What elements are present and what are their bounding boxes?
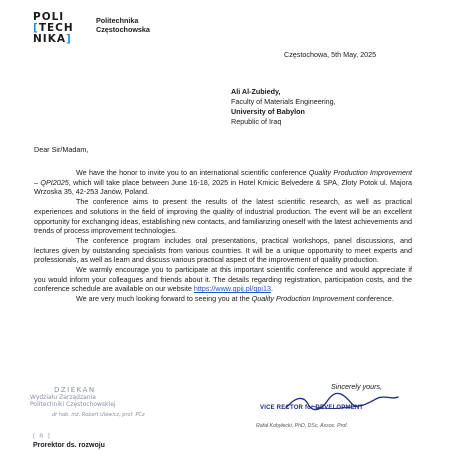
paragraph-5-text-a: We are very much looking forward to seeing you at the	[76, 294, 252, 304]
conference-name: Quality Production Improvement – QPI2025	[34, 168, 412, 187]
paragraph-4	[34, 265, 412, 294]
addressee-block	[231, 87, 336, 127]
rector-stamp-mark: [ R ]	[33, 433, 51, 440]
logo-line-2-text: TECH	[38, 22, 74, 34]
logo-line-3-text: NIKA	[33, 33, 66, 45]
dean-stamp-line-2: Politechniki Częstochowskiej	[30, 401, 116, 408]
letter-body	[34, 168, 412, 304]
salutation: Dear Sir/Madam,	[34, 145, 89, 154]
paragraph-4-text-b: .	[270, 284, 273, 294]
addressee-faculty: Faculty of Materials Engineering,	[231, 97, 336, 106]
logo-bracket-open: [	[33, 22, 39, 34]
logo-bracket-close: ]	[65, 33, 72, 45]
closing: Sincerely yours,	[331, 382, 383, 391]
paragraph-4-text-a: We warmly encourage you to participate at this important scientific conference and would appreciate if you would inform your colleagues and friends about it. The details regarding registration, participation costs, and the conference schedule are available on our website	[34, 265, 412, 294]
paragraph-1-text-a: We have the honor to invite you to an international scientific conference	[76, 168, 309, 177]
signatory-title: VICE RECTOR for DEVELOPMENT	[260, 405, 364, 411]
dean-stamp-line-3: dr hab. inż. Robert Ulewicz, prof. PCz	[52, 412, 145, 418]
addressee-university: University of Babylon	[231, 107, 305, 116]
addressee-name: Ali Al-Zubiedy,	[231, 87, 281, 96]
dean-stamp-title: DZIEKAN	[54, 386, 96, 394]
paragraph-1-text-b: , which will take place between June 16-18, 2025 in Hotel Kmicic Belvedere & SPA, Złoty Potok ul. Majora Wrzoska 35, 42-253 Janów, Poland.	[34, 177, 413, 197]
website-link[interactable]: https://www.qpij.pl/qpi13	[193, 284, 271, 294]
paragraph-5-text-b: conference.	[354, 294, 394, 304]
institution-name	[96, 16, 150, 34]
institution-name-line-2: Częstochowska	[96, 25, 150, 34]
university-logo	[33, 12, 91, 46]
logo-line-3	[33, 34, 72, 45]
addressee-country: Republic of Iraq	[231, 117, 282, 126]
paragraph-3: The conference program includes oral presentations, practical workshops, panel discussions, and lectures given by outstanding specialists from various countries. It will be a unique opportunity to meet experts and professionals, as well as learn and discuss various practical aspect of the improvement of quality production.	[34, 235, 412, 265]
dean-stamp	[30, 386, 160, 418]
institution-name-line-1: Politechnika	[96, 16, 139, 25]
dean-stamp-line-1: Wydziału Zarządzania	[30, 394, 96, 401]
paragraph-5	[34, 294, 412, 304]
rector-stamp-title: Prorektor ds. rozwoju	[33, 442, 105, 449]
letter-date: Częstochowa, 5th May, 2025	[284, 50, 377, 59]
logo-line-1: POLI	[33, 11, 65, 23]
paragraph-2: The conference aims to present the results of the latest scientific research, as well as practical experiences and solutions in the field of improving the quality of industrial production. The event will be an excellent opportunity for exchanging ideas, establishing new contacts, and familiarizing oneself with the latest achievements and trends of process improvement technologies.	[34, 197, 412, 236]
conference-name-short: Quality Production Improvement	[251, 294, 355, 304]
signatory-name: Rafał Kobyłecki, PhD, DSc, Assoc. Prof.	[256, 423, 349, 429]
paragraph-1	[34, 168, 412, 197]
